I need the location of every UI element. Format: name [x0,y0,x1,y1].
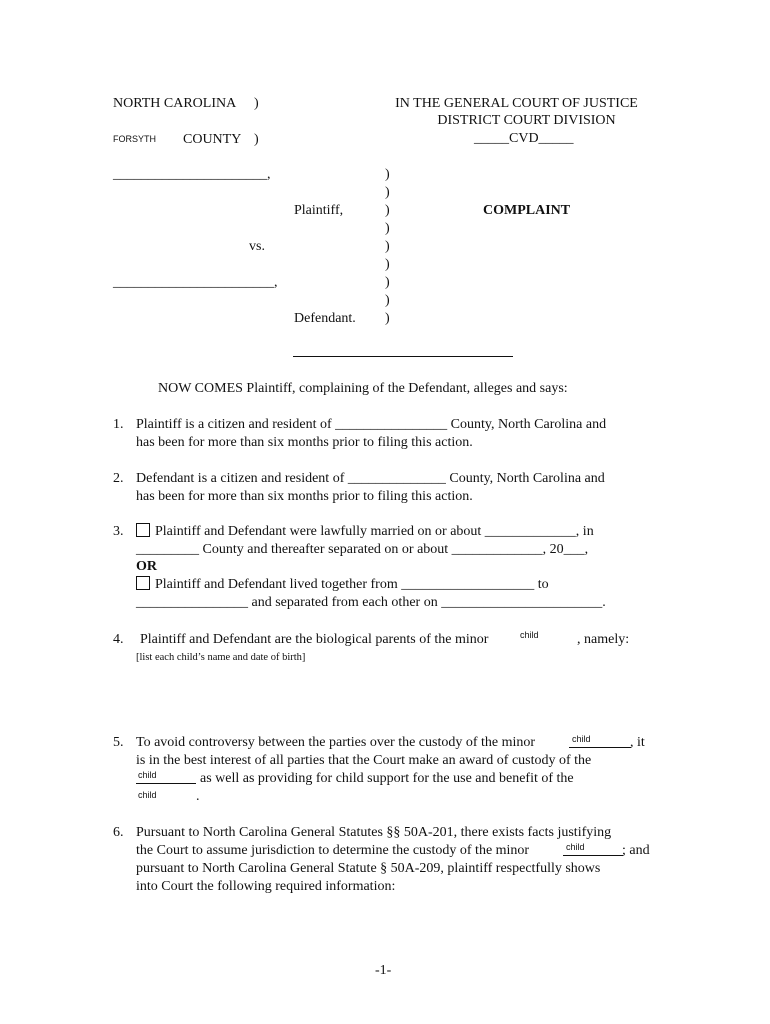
p5-line1b: , it [630,735,645,750]
p5-line4b: . [196,789,200,804]
p6-child-fill[interactable]: child [566,842,585,852]
p2-line1: Defendant is a citizen and resident of ______________ County, North Carolina and [136,471,605,486]
p6-blank [563,855,623,856]
file-number: _____CVD_____ [474,131,574,146]
p5-line3b: as well as providing for child support for the use and benefit of the [200,771,574,786]
caption-paren: ) [385,293,390,308]
page-number: -1- [375,963,392,978]
p4-namely: , namely: [577,632,630,647]
cohabit-option [136,576,549,593]
p2-number: 2. [113,471,124,486]
p5-line1a: To avoid controversy between the parties over the custody of the minor [136,735,536,750]
p4-child-fill[interactable]: child [520,630,539,640]
caption-divider [293,356,513,357]
p3-line3: Plaintiff and Defendant lived together from ___________________ to [155,577,549,592]
p6-line3: pursuant to North Carolina General Statute § 50A-209, plaintiff respectfully shows [136,861,601,876]
p3-line4: ________________ and separated from each other on _______________________. [136,595,606,610]
p6-line4: into Court the following required information: [136,879,396,894]
p3-line2: _________ County and thereafter separated on or about _____________, 20___, [136,542,589,557]
header-paren: ) [254,96,259,111]
caption-paren: ) [385,185,390,200]
caption-paren: ) [385,275,390,290]
p6-line2a: the Court to assume jurisdiction to determine the custody of the minor [136,843,530,858]
caption-paren: ) [385,311,390,326]
p4-number: 4. [113,632,124,647]
intro-text: NOW COMES Plaintiff, complaining of the Defendant, alleges and says: [158,381,568,396]
p4-note: [list each child’s name and date of birth] [136,652,306,663]
p5-line2: is in the best interest of all parties that the Court make an award of custody of the [136,753,592,768]
caption-paren: ) [385,221,390,236]
p3-line1: Plaintiff and Defendant were lawfully married on or about _____________, in [155,524,594,539]
p1-line2: has been for more than six months prior to filing this action. [136,435,473,450]
state-label: NORTH CAROLINA [113,96,237,111]
p5-child-fill-3[interactable]: child [138,790,157,800]
caption-paren: ) [385,239,390,254]
versus-label: vs. [249,239,265,254]
p5-child-fill-1[interactable]: child [572,734,591,744]
or-label: OR [136,559,157,574]
court-division: DISTRICT COURT DIVISION [437,113,616,128]
p5-child-fill-2[interactable]: child [138,770,157,780]
county-label: COUNTY [183,132,242,147]
p5-blank-1 [569,747,631,748]
p5-blank-2 [136,783,196,784]
p3-number: 3. [113,524,124,539]
caption-paren: ) [385,167,390,182]
married-checkbox[interactable] [136,523,150,537]
p4-line1: Plaintiff and Defendant are the biological parents of the minor [140,632,489,647]
court-title: IN THE GENERAL COURT OF JUSTICE [395,96,638,111]
caption-paren: ) [385,203,390,218]
header-paren-2: ) [254,132,259,147]
cohabited-checkbox[interactable] [136,576,150,590]
county-name-fill: FORSYTH [113,134,157,144]
defendant-name-blank: _______________________, [113,275,278,290]
p6-number: 6. [113,825,124,840]
caption-paren: ) [385,257,390,272]
plaintiff-label: Plaintiff, [294,203,344,218]
p6-line1: Pursuant to North Carolina General Statutes §§ 50A-201, there exists facts justifying [136,825,612,840]
p6-line2b: ; and [622,843,650,858]
document-title: COMPLAINT [483,203,571,218]
defendant-label: Defendant. [294,311,356,326]
p1-number: 1. [113,417,124,432]
married-option [136,523,594,540]
p5-number: 5. [113,735,124,750]
p1-line1: Plaintiff is a citizen and resident of ________________ County, North Carolina and [136,417,607,432]
p2-line2: has been for more than six months prior to filing this action. [136,489,473,504]
plaintiff-name-blank: ______________________, [113,167,271,182]
